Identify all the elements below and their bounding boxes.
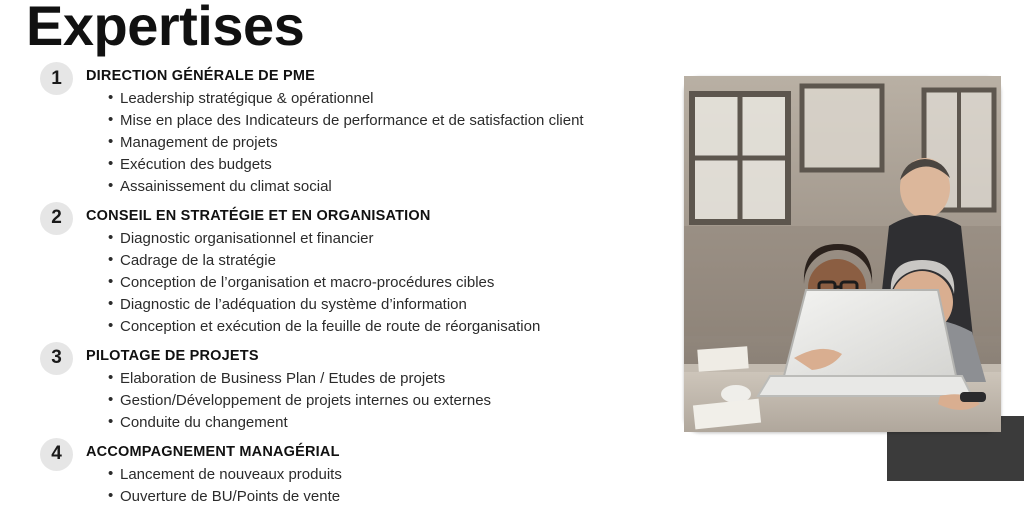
bullet-item: • Exécution des budgets [108, 154, 680, 176]
section-bullets [86, 464, 680, 508]
bullet-item: • Management de projets [108, 132, 680, 154]
bullet-item: • Leadership stratégique & opérationnel [108, 88, 680, 110]
expertise-section-3 [40, 342, 680, 434]
expertise-section-4 [40, 438, 680, 508]
bullet-item: • Ouverture de BU/Points de vente [108, 486, 680, 508]
section-heading: PILOTAGE DE PROJETS [86, 347, 259, 364]
section-number-badge: 1 [40, 62, 73, 95]
section-bullets [86, 228, 680, 337]
section-heading: ACCOMPAGNEMENT MANAGÉRIAL [86, 443, 340, 460]
bullet-item: • Mise en place des Indicateurs de performance et de satisfaction client [108, 110, 680, 132]
expertise-section-2 [40, 202, 680, 338]
section-heading: CONSEIL EN STRATÉGIE ET EN ORGANISATION [86, 207, 431, 224]
section-number-badge: 2 [40, 202, 73, 235]
bullet-item: • Lancement de nouveaux produits [108, 464, 680, 486]
bullet-item: • Conception de l’organisation et macro-procédures cibles [108, 272, 680, 294]
team-photo-illustration [684, 76, 1001, 432]
bullet-item: • Gestion/Développement de projets internes ou externes [108, 390, 680, 412]
section-number-badge: 3 [40, 342, 73, 375]
expertise-section-1 [40, 62, 680, 198]
bullet-item: • Elaboration de Business Plan / Etudes de projets [108, 368, 680, 390]
bullet-item: • Assainissement du climat social [108, 176, 680, 198]
bullet-item: • Diagnostic organisationnel et financier [108, 228, 680, 250]
page-title: Expertises [26, 0, 305, 57]
section-number-badge: 4 [40, 438, 73, 471]
expertise-list [40, 62, 680, 512]
bullet-item: • Cadrage de la stratégie [108, 250, 680, 272]
bullet-item: • Conduite du changement [108, 412, 680, 434]
section-bullets [86, 368, 680, 434]
team-photo [684, 76, 1001, 432]
section-heading: DIRECTION GÉNÉRALE DE PME [86, 68, 315, 84]
bullet-item: • Conception et exécution de la feuille de route de réorganisation [108, 316, 680, 338]
section-bullets [86, 88, 680, 197]
bullet-item: • Diagnostic de l’adéquation du système d’information [108, 294, 680, 316]
